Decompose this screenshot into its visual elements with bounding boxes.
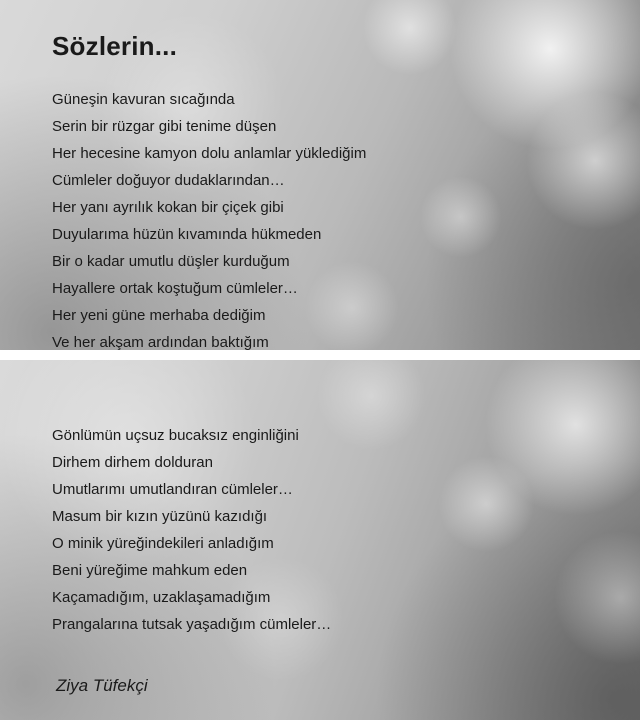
- poem-line: Bir o kadar umutlu düşler kurduğum: [52, 253, 290, 271]
- poem-line: Masum bir kızın yüzünü kazıdığı: [52, 508, 268, 525]
- poem-line: Güneşin kavuran sıcağında: [52, 91, 235, 109]
- page-title: Sözlerin...: [52, 31, 178, 62]
- poem-line: Umutlarımı umutlandıran cümleler…: [52, 481, 293, 498]
- top-spacer: [0, 360, 640, 422]
- poem-line: Beni yüreğime mahkum eden: [52, 562, 248, 579]
- poem-line: Her yanı ayrılık kokan bir çiçek gibi: [52, 199, 284, 217]
- poem-line: Duyularıma hüzün kıvamında hükmeden: [52, 226, 322, 244]
- panel-divider: [0, 350, 640, 360]
- poem-line: Her hecesine kamyon dolu anlamlar yüklediğim: [52, 145, 367, 163]
- poem-line: O minik yüreğindekileri anladığım: [52, 535, 274, 552]
- poem-line: Cümleler doğuyor dudaklarından…: [52, 172, 285, 190]
- stanza-two: [0, 422, 640, 638]
- poem-line: Prangalarına tutsak yaşadığım cümleler…: [52, 616, 332, 633]
- poem-content-top: [0, 17, 640, 350]
- poem-line: Her yeni güne merhaba dediğim: [52, 307, 266, 325]
- poem-panel-bottom: [0, 360, 640, 720]
- poem-line: Serin bir rüzgar gibi tenime düşen: [52, 118, 277, 136]
- poem-line: Dirhem dirhem dolduran: [52, 454, 213, 471]
- poem-line: Hayallere ortak koştuğum cümleler…: [52, 280, 298, 298]
- poem-panel-top: [0, 0, 640, 350]
- poem-line: Ve her akşam ardından baktığım: [52, 334, 269, 350]
- poem-line: Kaçamadığım, uzaklaşamadığım: [52, 589, 271, 606]
- author-name: Ziya Tüfekçi: [56, 676, 148, 695]
- stanza-one: [0, 86, 640, 350]
- poem-line: Gönlümün uçsuz bucaksız enginliğini: [52, 427, 299, 444]
- poem-content-bottom: [0, 360, 640, 696]
